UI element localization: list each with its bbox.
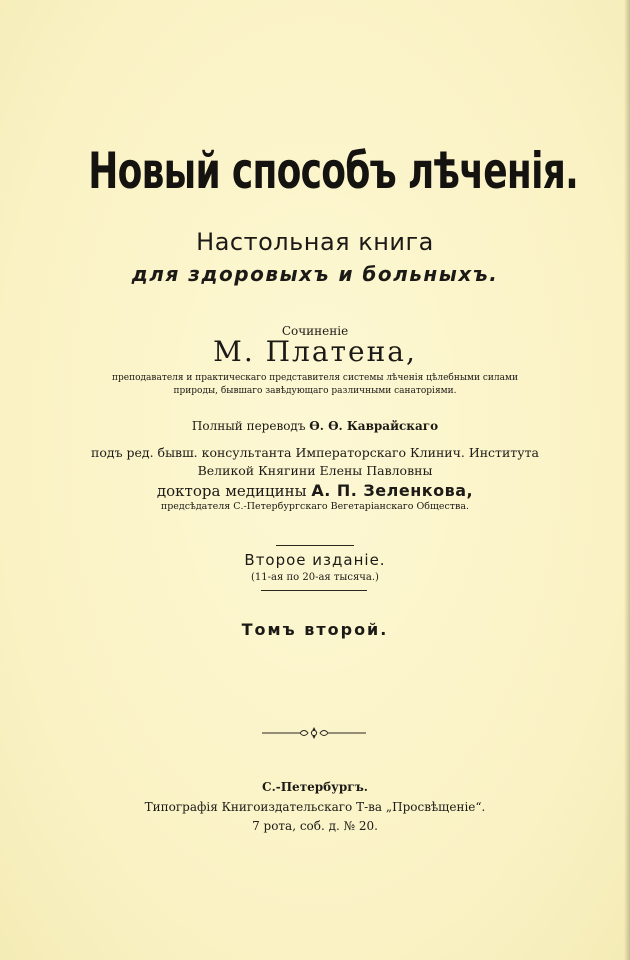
print-run: (11-ая по 20-ая тысяча.)	[251, 572, 379, 583]
editor-line-2: Великой Княгини Елены Павловны	[197, 463, 433, 478]
doctor-description: предсѣдателя С.-Петербургскаго Вегетаріанскаго Общества.	[160, 501, 470, 512]
book-title: Новый способъ лѣченія.	[88, 142, 579, 200]
edition-label: Второе изданіе.	[244, 551, 386, 569]
translation-prefix: Полный переводъ	[191, 419, 310, 433]
doctor-name: А. П. Зеленкова,	[311, 481, 474, 500]
divider-bottom	[261, 590, 367, 591]
author-name: М. Платена,	[213, 335, 417, 368]
work-label: Сочиненіе	[281, 324, 349, 338]
subtitle-line-2: для здоровыхъ и больныхъ.	[131, 262, 499, 286]
volume-label: Томъ второй.	[241, 620, 389, 639]
editor-line-1: подъ ред. бывш. консультанта Императорскаго Клинич. Института	[91, 445, 539, 460]
ornament-icon	[262, 726, 366, 740]
author-description-2: природы, бывшаго завѣдующаго различными санаторіями.	[173, 386, 457, 396]
author-description-1: преподавателя и практическаго представителя системы лѣченія цѣлебными силами	[112, 373, 518, 383]
translation-line	[0, 419, 630, 433]
imprint-printer: Типографія Книгоиздательскаго Т-ва „Просвѣщеніе“.	[144, 800, 486, 814]
imprint-city: С.-Петербургъ.	[262, 780, 368, 794]
translator-name: Ѳ. Ѳ. Каврайскаго	[309, 419, 439, 433]
divider-top	[276, 545, 354, 546]
subtitle-line-1: Настольная книга	[196, 228, 434, 256]
imprint-address: 7 рота, соб. д. № 20.	[252, 819, 378, 833]
page-edge-shadow	[624, 0, 630, 960]
doctor-line	[0, 481, 630, 500]
doctor-prefix: доктора медицины	[156, 482, 312, 500]
